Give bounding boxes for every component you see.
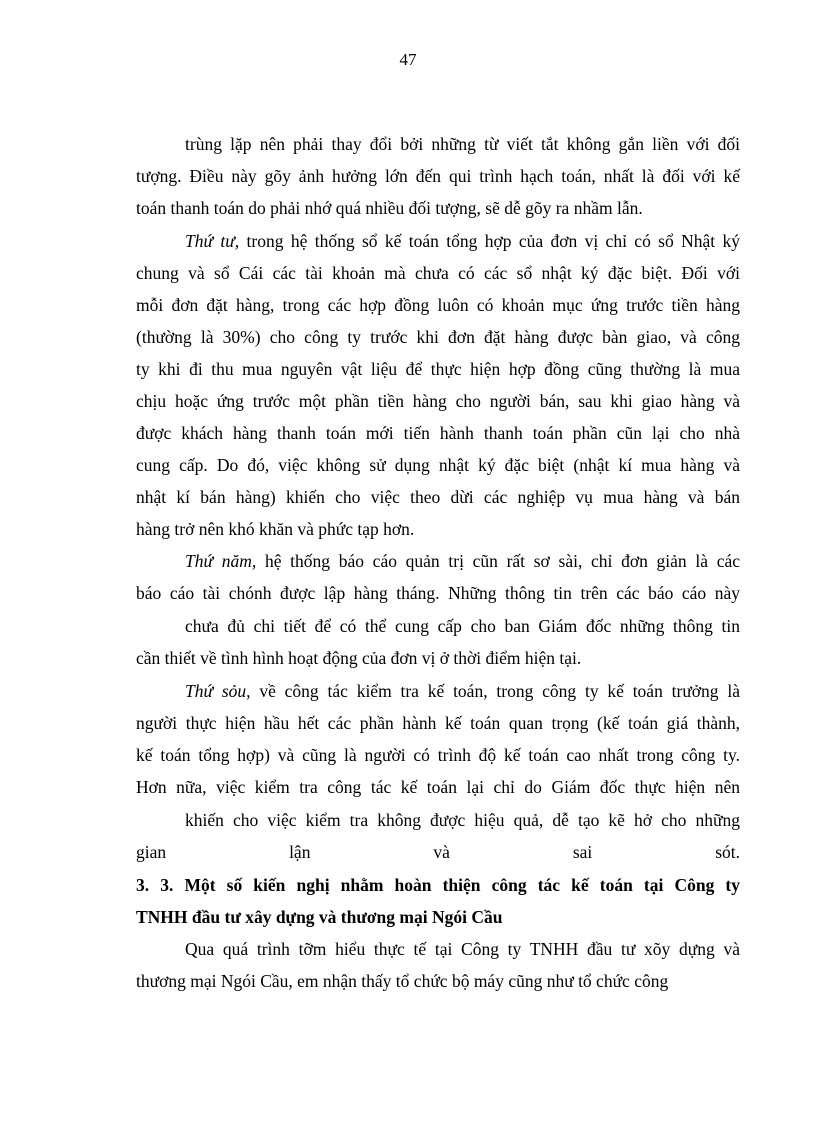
- text-line: Hơn nữa, việc kiểm tra công tác kế toán lại chỉ do Giám đốc thực hiện nên: [136, 777, 740, 797]
- paragraph-lead: Thứ sỏu,: [185, 681, 251, 701]
- text-line: Qua quá trình tỡm hiểu thực tế tại Công ty TNHH đầu tư xõy dựng và: [185, 939, 740, 959]
- paragraph-lead: Thứ tư,: [185, 231, 240, 251]
- text-line: gian lận và sai sót.: [136, 842, 740, 862]
- text-line: khiến cho việc kiểm tra không được hiệu quả, dễ tạo kẽ hở cho những: [185, 810, 740, 830]
- section-heading: TNHH đầu tư xây dựng và thương mại Ngói Cầu: [136, 907, 503, 927]
- text-span: trong hệ thống sổ kế toán tổng hợp của đơn vị chỉ có sổ Nhật ký: [239, 231, 740, 251]
- text-span: hệ thống báo cáo quản trị cũn rất sơ sài, chỉ đơn giản là các: [256, 551, 740, 571]
- text-line: ty khi đi thu mua nguyên vật liệu để thực hiện hợp đồng cũng thường là mua: [136, 359, 740, 379]
- text-line: hàng trở nên khó khăn và phức tạp hơn.: [136, 519, 415, 539]
- text-line: người thực hiện hầu hết các phần hành kế toán quan trọng (kế toán giá thành,: [136, 713, 740, 733]
- text-line: thương mại Ngói Cầu, em nhận thấy tổ chức bộ máy cũng như tổ chức công: [136, 971, 669, 991]
- page-number: 47: [399, 50, 417, 69]
- text-span: về công tác kiểm tra kế toán, trong công ty kế toán trưởng là: [250, 681, 740, 701]
- text-line: chung và sổ Cái các tài khoản mà chưa có các sổ nhật ký đặc biệt. Đối với: [136, 263, 740, 283]
- text-line: tượng. Điều này gõy ảnh hưởng lớn đến qui trình hạch toán, nhất là đối với kế: [136, 166, 740, 186]
- text-line: kế toán tổng hợp) và cũng là người có trình độ kế toán cao nhất trong công ty.: [136, 745, 740, 765]
- text-line: trùng lặp nên phải thay đổi bởi những từ viết tắt không gắn liền với đối: [185, 134, 740, 154]
- section-heading: 3. 3. Một số kiến nghị nhằm hoàn thiện công tác kế toán tại Công ty: [136, 875, 740, 895]
- text-line: mỗi đơn đặt hàng, trong các hợp đồng luôn có khoản mục ứng trước tiền hàng: [136, 295, 740, 315]
- paragraph-lead: Thứ năm,: [185, 551, 257, 571]
- text-line: chưa đủ chi tiết để có thể cung cấp cho ban Giám đốc những thông tin: [185, 616, 740, 636]
- text-line: được khách hàng thanh toán mới tiến hành thanh toán phần cũn lại cho nhà: [136, 423, 740, 443]
- text-line: cần thiết về tình hình hoạt động của đơn vị ở thời điểm hiện tại.: [136, 648, 582, 668]
- text-line: cung cấp. Do đó, việc không sử dụng nhật ký đặc biệt (nhật kí mua hàng và: [136, 455, 740, 475]
- text-line: nhật kí bán hàng) khiến cho việc theo dừi các nghiệp vụ mua hàng và bán: [136, 487, 740, 507]
- text-line: [185, 680, 740, 702]
- text-line: [185, 230, 740, 252]
- text-line: (thường là 30%) cho công ty trước khi đơn đặt hàng được bàn giao, và công: [136, 327, 740, 347]
- text-line: [185, 550, 740, 572]
- text-line: chịu hoặc ứng trước một phần tiền hàng cho người bán, sau khi giao hàng và: [136, 391, 740, 411]
- text-line: toán thanh toán do phải nhớ quá nhiều đối tượng, sẽ dễ gõy ra nhầm lẫn.: [136, 198, 643, 218]
- text-line: báo cáo tài chónh được lập hàng tháng. Những thông tin trên các báo cáo này: [136, 583, 740, 603]
